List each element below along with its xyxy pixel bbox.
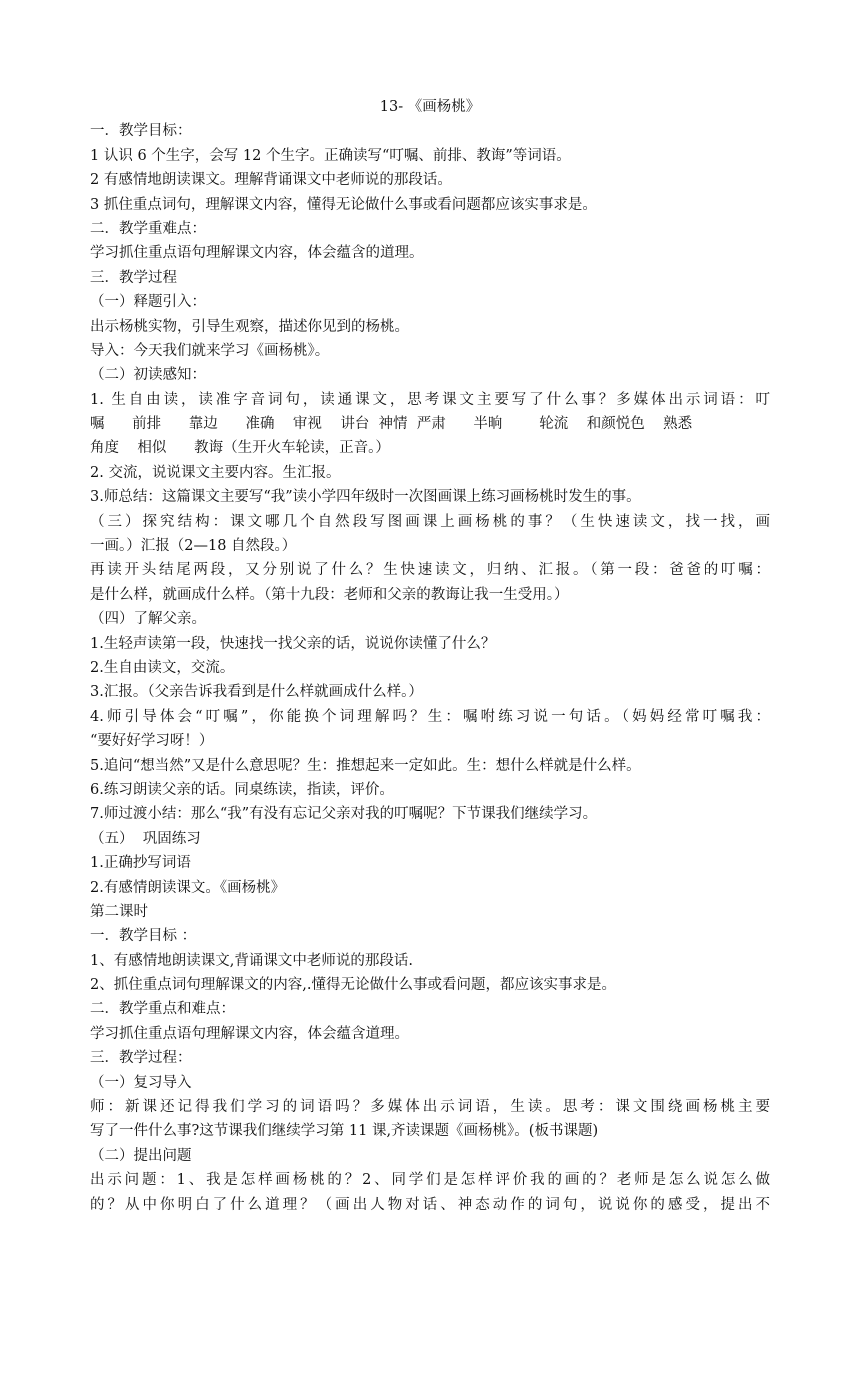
- page-title: 13- 《画杨桃》: [379, 99, 481, 115]
- text-line: （三）探究结构：课文哪几个自然段写图画课上画杨桃的事？（生快速读文，找一找，画: [90, 513, 770, 530]
- text-line: 2.有感情朗读课文。《画杨桃》: [90, 879, 286, 896]
- text-line: 二．教学重点和难点：: [90, 1001, 235, 1018]
- text-line: 师：新课还记得我们学习的词语吗？多媒体出示词语，生读。思考：课文围绕画杨桃主要: [90, 1099, 770, 1116]
- text-line: 4.师引导体会“叮嘱”，你能换个词理解吗？生：嘱咐练习说一句话。（妈妈经常叮嘱我：: [90, 708, 770, 725]
- text-line: （五） 巩固练习: [90, 830, 201, 847]
- text-line: 1 认识 6 个生字，会写 12 个生字。正确读写“叮嘱、前排、教诲”等词语。: [90, 147, 571, 164]
- text-line: 的？从中你明白了什么道理？（画出人物对话、神态动作的词句，说说你的感受，提出不: [90, 1196, 770, 1213]
- text-line: 三．教学过程：: [90, 1050, 192, 1067]
- text-line: 一．教学目标：: [90, 123, 192, 140]
- text-line: 出示问题：1、我是怎样画杨桃的？2、同学们是怎样评价我的画的？老师是怎么说怎么做: [90, 1172, 770, 1189]
- text-line: 再读开头结尾两段，又分别说了什么？生快速读文，归纳、汇报。（第一段：爸爸的叮嘱：: [90, 562, 770, 579]
- text-line: 3.师总结：这篇课文主要写“我”读小学四年级时一次图画课上练习画杨桃时发生的事。: [90, 489, 641, 506]
- text-line: 1. 生自由读，读准字音词句，读通课文，思考课文主要写了什么事？多媒体出示词语：叮: [90, 391, 770, 408]
- text-line: 第二课时: [90, 903, 148, 920]
- document-body: [90, 119, 770, 1217]
- text-line: 嘱 前排 靠边 准确 审视 讲台 神情 严肃 半晌 轮流 和颜悦色 熟悉: [90, 416, 693, 433]
- text-line: 二．教学重难点：: [90, 220, 206, 237]
- text-line: 一．教学目标 ：: [90, 928, 197, 945]
- text-line: 3 抓住重点词句，理解课文内容，懂得无论做什么事或看问题都应该实事求是。: [90, 196, 597, 213]
- text-line: “要好好学习呀！）: [90, 733, 214, 750]
- text-line: 7.师过渡小结：那么“我”有没有忘记父亲对我的叮嘱呢？下节课我们继续学习。: [90, 806, 598, 823]
- text-line: 2、抓住重点词句理解课文的内容,.懂得无论做什么事或看问题，都应该实事求是。: [90, 977, 616, 994]
- text-line: 导入：今天我们就来学习《画杨桃》。: [90, 342, 330, 359]
- text-line: 角度 相似 教诲（生开火车轮读，正音。）: [90, 440, 390, 457]
- text-line: 2 有感情地朗读课文。理解背诵课文中老师说的那段话。: [90, 172, 452, 189]
- text-line: 学习抓住重点语句理解课文内容，体会蕴含道理。: [90, 1025, 409, 1042]
- text-line: （一）复习导入: [90, 1074, 192, 1091]
- text-line: 1.生轻声读第一段，快速找一找父亲的话，说说你读懂了什么？: [90, 635, 496, 652]
- text-line: 学习抓住重点语句理解课文内容，体会蕴含的道理。: [90, 245, 424, 262]
- text-line: （二）提出问题: [90, 1147, 192, 1164]
- text-line: 写了一件什么事?这节课我们继续学习第 11 课,齐读课题《画杨桃》。(板书课题): [90, 1123, 599, 1140]
- text-line: 1.正确抄写词语: [90, 855, 191, 872]
- text-line: 2. 交流，说说课文主要内容。生汇报。: [90, 464, 341, 481]
- text-line: 5.追问“想当然”又是什么意思呢？生：推想起来一定如此。生：想什么样就是什么样。: [90, 757, 641, 774]
- text-line: （四）了解父亲。: [90, 611, 206, 628]
- text-line: 三．教学过程: [90, 269, 177, 286]
- text-line: 1、有感情地朗读课文,背诵课文中老师说的那段话.: [90, 952, 413, 969]
- text-line: 出示杨桃实物，引导生观察，描述你见到的杨桃。: [90, 318, 409, 335]
- text-line: （二）初读感知：: [90, 367, 206, 384]
- text-line: 是什么样，就画成什么样。（第十九段：老师和父亲的教诲让我一生受用。）: [90, 586, 569, 603]
- document-page: [90, 95, 770, 1217]
- text-line: 一画。）汇报（2—18 自然段。）: [90, 538, 297, 555]
- text-line: 6.练习朗读父亲的话。同桌练读，指读，评价。: [90, 781, 394, 798]
- text-line: 3.汇报。（父亲告诉我看到是什么样就画成什么样。）: [90, 684, 423, 701]
- text-line: 2.生自由读文，交流。: [90, 659, 235, 676]
- text-line: （一）释题引入：: [90, 294, 206, 311]
